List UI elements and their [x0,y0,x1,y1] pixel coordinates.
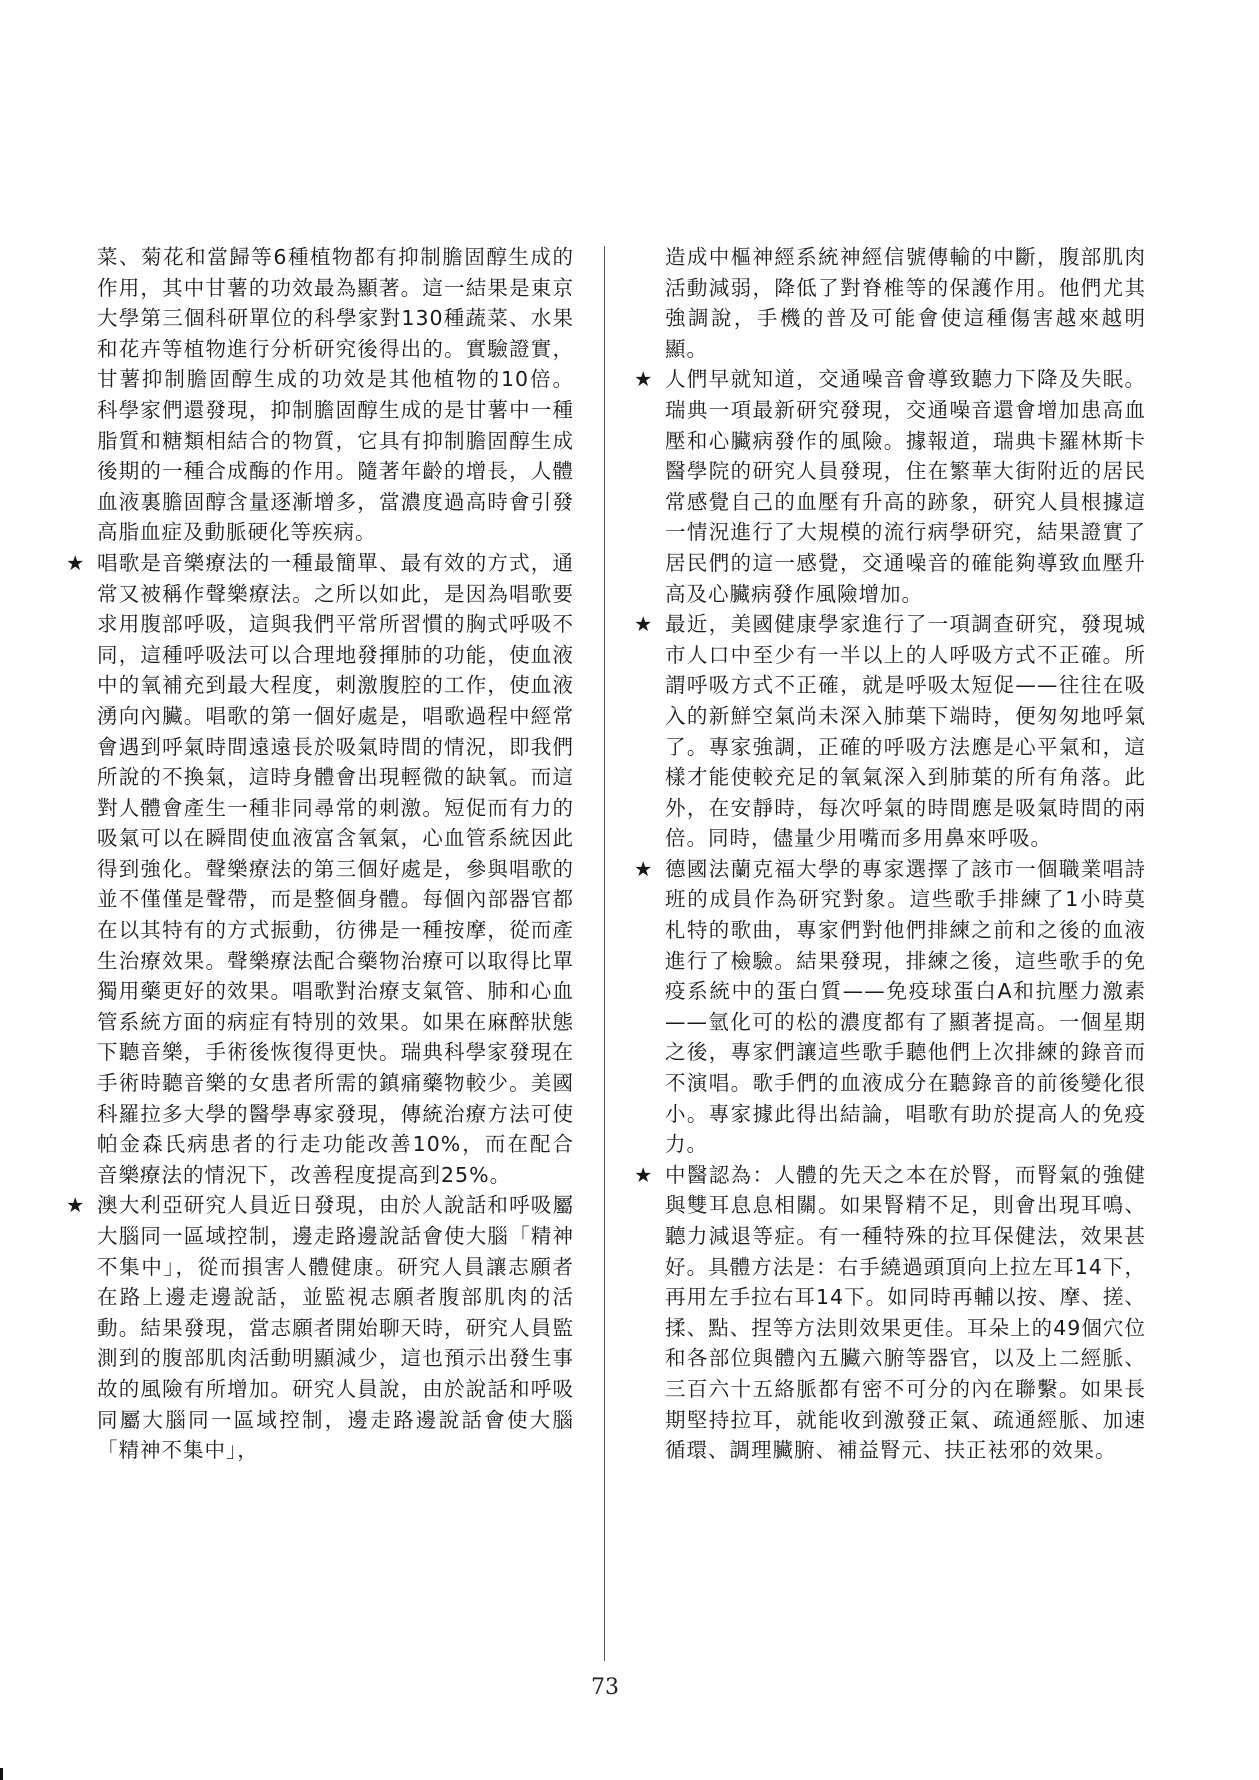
item-text: 中醫認為：人體的先天之本在於腎，而腎氣的強健與雙耳息息相關。如果腎精不足，則會出現耳鳴、聽力減退等症。有一種特殊的拉耳保健法，效果甚好。具體方法是：右手繞過頭頂向上拉左耳14下，再用左手拉右耳14下。如同時再輔以按、摩、搓、揉、點、捏等方法則效果更佳。耳朵上的49個穴位和各部位與體內五臟六腑等器官，以及上二經脈、三百六十五絡脈都有密不可分的內在聯繫。如果長期堅持拉耳，就能收到激發正氣、疏通經脈、加速循環、調理臟腑、補益腎元、扶正袪邪的效果。 [665,1162,1146,1463]
item-text: 唱歌是音樂療法的一種最簡單、最有效的方式，通常又被稱作聲樂療法。之所以如此，是因為唱歌要求用腹部呼吸，這與我們平常所習慣的胸式呼吸不同，這種呼吸法可以合理地發揮肺的功能，使血液中的氧補充到最大程度，刺激腹腔的工作，使血液湧向內臟。唱歌的第一個好處是，唱歌過程中經常會遇到呼氣時間遠遠長於吸氣時間的情況，即我們所說的不換氣，這時身體會出現輕微的缺氧。而這對人體會產生一種非同尋常的刺激。短促而有力的吸氣可以在瞬間使血液富含氧氣，心血管系統因此得到強化。聲樂療法的第三個好處是，參與唱歌的並不僅僅是聲帶，而是整個身體。每個內部器官都在以其特有的方式振動，彷彿是一種按摩，從而產生治療效果。聲樂療法配合藥物治療可以取得比單獨用藥更好的效果。唱歌對治療支氣管、肺和心血管系統方面的病症有特別的效果。如果在麻醉狀態下聽音樂，手術後恢復得更快。瑞典科學家發現在手術時聽音樂的女患者所需的鎮痛藥物較少。美國科羅拉多大學的醫學專家發現，傳統治療方法可使帕金森氏病患者的行走功能改善10%，而在配合音樂療法的情況下，改善程度提高到25%。 [97,550,574,1187]
scan-edge-mark [0,1768,3,1780]
star-icon: ★ [634,1162,654,1187]
star-icon: ★ [634,612,654,637]
list-item [66,548,574,1190]
item-text: 德國法蘭克福大學的專家選擇了該市一個職業唱詩班的成員作為研究對象。這些歌手排練了1小時莫札特的歌曲，專家們對他們排練之前和之後的血液進行了檢驗。結果發現，排練之後，這些歌手的免疫系統中的蛋白質——免疫球蛋白A和抗壓力激素——氫化可的松的濃度都有了顯著提高。一個星期之後，專家們讓這些歌手聽他們上次排練的錄音而不演唱。歌手們的血液成分在聽錄音的前後變化很小。專家據此得出結論，唱歌有助於提高人的免疫力。 [665,856,1146,1157]
page-number: 73 [591,1675,619,1700]
list-item [634,854,1146,1160]
star-icon: ★ [66,550,86,575]
item-text: 最近，美國健康學家進行了一項調查研究，發現城市人口中至少有一半以上的人呼吸方式不正確。所謂呼吸方式不正確，就是呼吸太短促——往往在吸入的新鮮空氣尚未深入肺葉下端時，便匆匆地呼氣了。專家強調，正確的呼吸方法應是心平氣和，這樣才能使較充足的氧氣深入到肺葉的所有角落。此外，在安靜時，每次呼氣的時間應是吸氣時間的兩倍。同時，儘量少用嘴而多用鼻來呼吸。 [665,612,1146,851]
star-icon: ★ [634,367,654,392]
list-item [634,1160,1146,1466]
list-item [634,364,1146,609]
right-column [634,242,1146,1466]
item-text: 澳大利亞研究人員近日發現，由於人說話和呼吸屬大腦同一區域控制，邊走路邊說話會使大腦「精神不集中」，從而損害人體健康。研究人員讓志願者在路上邊走邊說話，並監視志願者腹部肌肉的活動。結果發現，當志願者開始聊天時，研究人員監測到的腹部肌肉活動明顯減少，這也預示出發生事故的風險有所增加。研究人員說，由於說話和呼吸同屬大腦同一區域控制，邊走路邊說話會使大腦「精神不集中」， [97,1193,574,1463]
item-text: 人們早就知道，交通噪音會導致聽力下降及失眠。瑞典一項最新研究發現，交通噪音還會增加患高血壓和心臟病發作的風險。據報道，瑞典卡羅林斯卡醫學院的研究人員發現，住在繁華大街附近的居民常感覺自己的血壓有升高的跡象，研究人員根據這一情況進行了大規模的流行病學研究，結果證實了居民們的這一感覺，交通噪音的確能夠導致血壓升高及心臟病發作風險增加。 [665,367,1146,606]
column-divider [604,246,605,1661]
left-column [66,242,574,1466]
list-item [66,1190,574,1465]
star-icon: ★ [66,1193,86,1218]
continued-paragraph: 造成中樞神經系統神經信號傳輸的中斷，腹部肌肉活動減弱，降低了對脊椎等的保護作用。他們尤其強調說，手機的普及可能會使這種傷害越來越明顯。 [665,245,1146,361]
star-icon: ★ [634,856,654,881]
continued-paragraph: 菜、菊花和當歸等6種植物都有抑制膽固醇生成的作用，其中甘薯的功效最為顯著。這一結果是東京大學第三個科研單位的科學家對130種蔬菜、水果和花卉等植物進行分析研究後得出的。實驗證實，甘薯抑制膽固醇生成的功效是其他植物的10倍。科學家們還發現，抑制膽固醇生成的是甘薯中一種脂質和糖類相結合的物質，它具有抑制膽固醇生成後期的一種合成酶的作用。隨著年齡的增長，人體血液裏膽固醇含量逐漸增多，當濃度過高時會引發高脂血症及動脈硬化等疾病。 [97,245,574,545]
list-item [634,609,1146,854]
